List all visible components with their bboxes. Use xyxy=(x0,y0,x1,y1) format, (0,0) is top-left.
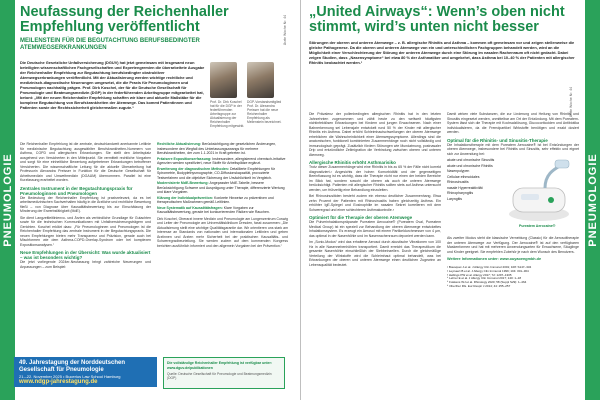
reference-list xyxy=(447,266,579,289)
indication-list xyxy=(447,158,501,232)
list-item: Rhinosinusitis xyxy=(447,180,469,184)
body-paragraph: Im „Sonic-Modus“ wird das erhaltene Aerosol durch akustische Vibrationen von 100 Hz in alle Nasennebenhöhlen transportiert. Damit erreicht das Therapeutikum die gesamte Nasenhöhle einschließlich der Siebbeinzellen. Durch die gleichmäßige Verteilung der Wirkstoffe wird die Schleimhaut optimal behandelt, was bei Erkrankungen der oberen und unteren Atemwege einen deutlichen Zugewinn an Lebensqualität bedeutet. xyxy=(309,240,441,267)
column-1 xyxy=(309,112,441,398)
article-columns xyxy=(20,142,288,354)
banner-link[interactable]: www.ndgp-jahrestagung.de xyxy=(19,378,98,385)
body-paragraph: Damit wirken viele Substanzen, die zur Linderung und Heilung von Rhinitis und Sinusitis eingesetzt werden, unmittelbar am Ort der Entzündung. Mit dem Pureatem-System lässt sich die Therapie mit Kochsalzlösung, Glucocorticoiden und Antibiotika individualisieren, da die Fremdpartikel Wirkstoffe benötigen und exakt dosiert werden. xyxy=(447,112,579,134)
reference-item: ¹ Bousquet J et al. J Allergy Clin Immunol 2001; 108: S147–334 xyxy=(447,265,532,269)
list-item: akute und chronische Sinusitis xyxy=(447,158,495,162)
body-paragraph: Die Reichenhaller Empfehlung ist die zentrale, deutschlandweit anerkannte Leitlinie für medizinische Begutachtung ausgewählter Berufskrankheiten-Nummern von Asthma, COPD und allergischen Erkrankungen. Sie stellt den Arbeitsplatz ausgehend von Versicherten in den Mittelpunkt. Sie vermittelt rechtliche Vorgaben und sorgt für eine einheitliche Bewertung aufgetretener Erkrankungen betroffener Versicherten. Die wissenschaftliche Leitung für die aktuelle Überarbeitung hat Professorin Alexandra Preisser in Funktion für die Deutsche Gesellschaft für Arbeitsmedizin und Umweltmedizin (DGAUM) übernommen. Parallel ist eine Kurzfassung erarbeitet worden. xyxy=(20,142,151,182)
section-sidebar xyxy=(585,0,600,400)
list-item: Modernisierte MdE-Bewertung: Angepasster MdE-Tabelle, bessere Berücksichtigung Schwere und Ausprägung unter Therapie, differenzierte Wertung und klare Vorgaben. xyxy=(157,181,285,194)
photo-caption: DGP-Vorstandsmitglied Prof. Dr. Alexandra Preisser hat die neue Reichenhaller Empfehlung als Meilenstein bezeichnet. xyxy=(247,100,282,124)
section-heading: Optimiert für die Therapie der oberen Atemwege xyxy=(309,215,413,220)
folio: Ärzte Woche Nr. 44 xyxy=(569,86,574,118)
body-paragraph: Als zweiter Modus steht die klassische Verneblung (Classic) für die Aerosoltherapie der unteren Atemwege zur Verfügung. Der Aerocaine® ist auf den verfügbaren Maskenformen und hat mit mehreren Anwendungsarten für Erwachsene, Säuglinge und Kinder geeignet. Sie empfehlen Zubehör je nach dem Wunsch des Benutzers. xyxy=(447,236,579,254)
device-image xyxy=(501,158,579,232)
body-paragraph: Die Bedeutung der Reichenhaller Empfehlung ist praxisrelevant, da es bei arbeitsmedizinischen Sachverhalten häufig in die Ärztliche und rechtliche Bewertung fließt – von Diagnose über Kausalitätsbewertung bis zur Einschätzung der Minderung der Erwerbsfähigkeit (MdE). xyxy=(20,195,151,213)
info-box-link[interactable]: www.dguv.de/publikationen xyxy=(167,365,213,370)
column-2 xyxy=(157,142,288,354)
info-box-title: Die vollständige Reichenhaller Empfehlung ist verfügbar unter: xyxy=(167,361,273,365)
reference-item: ⁶ Oberfrier RG. Eur Respir J 2014; 44: 255–257 xyxy=(447,283,511,288)
congress-banner[interactable] xyxy=(14,357,157,387)
column-1 xyxy=(20,142,151,354)
list-item: Cellulae ethmoidales xyxy=(447,174,480,179)
body-paragraph: Dirk Koschel, Oberarzt innere Medizin und Pneumologie am Lungenzentrum Coswig und Leiter der Pneumologie am Universitätsklinikum Dresden, fasst zusammen: „Die Aktualisierung stellt eine wichtige Qualitätsgarantie dar. Wir orientieren uns stark am Interesse an Standards von nationalen und internationalen Leitlinien und geben Ärztinnen und Ärzten mehr Sicherheit bei der praktischen Kausalitäts- und Schweregradbeurteilung. Sie werden zudem auf dem kommenden Kongress berichten ausführlich informiert und den allgemein Vorgaben bei der Prävention.“ xyxy=(157,216,288,248)
list-item: Nasenpolypen xyxy=(447,169,470,173)
reference-item: ³ Hellings PW et al. Allergy 2017; 72: 1297–1305 xyxy=(447,272,512,277)
section-heading: Zentrales Instrument in der Begutachtungspraxis für Pneumologinnen und Pneumologen xyxy=(20,185,133,196)
info-box xyxy=(163,357,285,389)
update-list xyxy=(157,142,288,215)
reference-item: ⁴ Lehrer E et al. J Allergy Clin Immunol 2017; 140: 1–18 xyxy=(447,276,521,281)
nebulizer-image xyxy=(501,158,577,224)
indication-block xyxy=(447,158,579,232)
section-heading: Optimal für die Rhinitis- und Sinusitis-Therapie xyxy=(447,137,548,143)
list-item: Neue Systematik auf Kausalitätsfragen: Klare Vorgaben zur Kausalitätsbewertung, gerade bei konkurrierenden Risiken wie Rauchen. xyxy=(157,205,270,214)
article-columns xyxy=(309,112,579,398)
list-item: nasale Hyperreaktivität xyxy=(447,185,483,190)
article-lead: Störungen der oberen und unteren Atemwege – z. B. allergische Rhinitis und Asthma – kommen oft gemeinsam vor und zeigen stellenweise die gleiche Pathogenese. Da die oberen und unteren Atemwege von ein und unterschiedlichen Fachgruppen behandelt werden, wird an die Möglichkeit einer Verschlechterung der Störung der unteren Atemwege durch eine Störung im nasalen Rachenraum oft nicht gedacht. Dabei zeigen Studien, dass „Nasensymptome“ bei etwa 80 % der Asthmatiker und umgekehrt, dass Asthma bei 10–40 % der Patienten mit allergischer Rhinitis beobachtet werden.¹ xyxy=(309,40,575,65)
image-caption: Pureatem Aerocaine® xyxy=(519,224,556,228)
body-paragraph: Die Inhalationstherapie mit dem Pureatem Aerocaine® ist bei Entzündungen der oberen Atemwege, insbesondere bei Rhinitis und Sinusitis, sehr effektiv und eignet sich zur Anwendung bei: xyxy=(447,142,579,156)
banner-title: 49. Jahrestagung der Norddeutschen Gesellschaft für Pneumologie xyxy=(19,360,126,373)
more-info-link[interactable]: Weitere Informationen unter: www.ouyaoengmbh.de xyxy=(447,257,542,261)
body-paragraph: Bei Rhinosinusitiden besteht zudem ein ebenso deutlicher Zusammenhang. Etwa zehn Prozent der Patienten mit Rhinosinusitis haben gleichzeitig Asthma. Ein erhöhter IgE-Spiegel und Eosinophilie im nasalen Sekret korrelieren mit dem Schweregrad und einer schlechteren Asthmakontrolle.³ xyxy=(309,194,441,212)
body-paragraph: Trotz dieser Zusammenhänge wird eine Rhinitis in bis zu 65 % der Fälle nicht korrekt diagnostiziert.² Angesichts der hohen Komorbidität und der gegenseitigen Beeinflussung ist es wichtig, dass die Therapie nicht nur einen der beiden Bereiche im Blick hat, sondern sowohl die oberen als auch die unteren Atemwege berücksichtigt. Patienten mit allergischer Rhinitis sollten stets auf Asthma untersucht werden, um frühzeitig eine Behandlung einzuleiten. xyxy=(309,165,441,192)
body-paragraph: Die Pulverinhalationspräparate Pureatem Aerocaine® (Pureatem Oval, Pureatem Medical Group) ist ein speziell zur Behandlung der oberen Atemwege entwickeltes Inhalationssystem. Es erzeugt ein Aerosol mit einem Partikeldurchmesser von 4 µm, das optimal in der Nasenhöhle und im Nasenrachenraum deponiert werden kann. xyxy=(309,220,441,238)
banner-date: 21.–22. November 2025 • Bucerius Law School Hamburg xyxy=(19,373,121,379)
portrait-koschel xyxy=(210,62,237,98)
section-sidebar xyxy=(0,0,15,400)
folio: Ärzte Woche Nr. 44 xyxy=(283,14,288,46)
section-heading: Allergische Rhinitis erhöht Asthmarisiko xyxy=(309,160,396,165)
photo-caption: Prof. Dr. Dirk Koschel hat für die DGP in der federführenden Arbeitsgruppe zur Aktualisierung der Reichenhaller Empfehlung mitgewirkt. xyxy=(210,100,245,128)
article-lead: Die Deutsche Gesetzliche Unfallversicherung (DGUV) hat jetzt gemeinsam mit insgesamt neun beteiligten wissenschaftlichen Fachgesellschaften und Expertengremien die überarbeitete Ausgabe der Reichenhaller Empfehlung zur Begutachtung berufsbedingter obstruktiver Atemwegserkrankungen veröffentlicht. Mit der Aktualisierung werden wichtige rechtliche und medizinisch-diagnostische Neuerungen umgesetzt, die die Praxis für Pneumologinnen und Pneumologen nachhaltig prägen. Prof. Dirk Koschel, der für die Deutsche Gesellschaft für Pneumologie und Beatmungsmedizin (DGP) in der federführenden Arbeitsgruppe mitgearbeitet hat, betont: „Mit der neuen Reichenhaller Empfehlung schaffen wir klare und aktuelle Maßstäbe für die komplexe Begutachtung von Berufskrankheiten der Atemwege. Das kommt Patientinnen und Patienten sowie der Rechtssicherheit gleichermaßen zugute.“ xyxy=(20,60,205,110)
list-item: akute und chronische Rhinitis xyxy=(447,163,493,168)
list-item: Laryngitis xyxy=(447,196,462,201)
article-subtitle: MEILENSTEIN FÜR DIE BEGUTACHTUNG BERUFSBEDINGTER ATEMWEGSERKRANKUNGEN xyxy=(20,38,200,51)
reference-item: ⁵ Fokkens WJ et al. Rhinology 2020; 58 (Suppl S29): 1–464 xyxy=(447,280,527,285)
body-paragraph: Die Prävalenz der pollenbedingten allergischen Rhinitis hat in den letzten Jahrzehnten zugenommen und zählt heute zu den weltweit häufigsten nichtinfektiösen Erkrankungen bei Kindern und jungen Erwachsenen. Nach einer Bahnerkennung sei Lebensjahr entwickelt rund 50 % der Kinder mit allergischer Rhinitis ein Asthma. Dabei erhöht Schleimhautschwellungen der oberen Atemwege erheblichen die Wahrscheinlichkeit einer Atemwegssymptome. Allerdings sind die anatomischen, funktionell kombinierten Zusammenhänge noch nicht vollständig und immunologisch geprägt. Zusätzlich fördern Störungen wie Mundatmung, postnasaler Drip und entzündliche Zellmigration die Verbindung zwischen oberen und unteren Atemweg. xyxy=(309,112,441,157)
article-title: „United Airways“: Wenn’s oben nicht stimmt, wird’s unten nicht besser xyxy=(309,4,565,35)
info-box-source: Quelle: Deutsche Gesellschaft für Pneumologie und Beatmungsmedizin (DGP) xyxy=(167,372,272,380)
article-title: Neufassung der Reichenhaller Empfehlung veröffentlicht xyxy=(20,4,229,35)
list-item: Präzisere Expositionserfassung: Insbesondere, allergisierend chemisch-irritative Agenzien werden spezifiziert, neue Stoffe für Arbeitsplätze ergänzt. xyxy=(157,156,286,165)
section-heading: Neue Empfehlungen in der Übersicht: Was wurde aktualisiert – was ist besonders wichtig? xyxy=(20,250,151,260)
portrait-preisser xyxy=(247,62,274,98)
list-item: Rechtliche Aktualisierung: Berücksichtigung der gesetzlichen Änderungen, insbesondere den Wegfall des Unterlassungszwangs für mehrere Berufskrankheiten, der zum 1.1.2021 in Kraft getreten ist. xyxy=(157,142,277,155)
column-2 xyxy=(447,112,579,398)
list-item: Rhinopharyngitis xyxy=(447,191,474,195)
section-label: PNEUMOLOGIE xyxy=(586,153,599,247)
section-label: PNEUMOLOGIE xyxy=(1,153,14,247)
body-paragraph: Die jetzt vorliegende 2024er-Neufassung bringt zahlreiche Neuerungen und Anpassungen – zum Beispiel: xyxy=(20,260,151,269)
right-page xyxy=(301,0,600,400)
body-paragraph: Sie dient Langzeitleitlinienvo- und Ärzten als verbindliche Grundlage für Gutachten sowie für die technischen Kommunikationen mit Unfallversicherungsträgern und Gerichten. Koschel erklärt dazu: „Für Pneumologinnen und Pneumologen ist die Reichenhaller Empfehlung das zentrale Instrument in der Begutachtungspraxis. Die neuen Empfehlungen bieten mehr Transparenz und Präzision, gerade auch bei Mischformen wie dem Asthma-COPD-Overlap-Syndrom oder bei komplexen Expositionsanalysen.“ xyxy=(20,215,151,247)
reference-item: ² Leynaert B et al. J Allergy Clin Immunol 1999; 104: 301–304 xyxy=(447,268,529,273)
list-item: Klärung der Individualprävention: Konkrete Hinweise zu präventiven und therapeutischen Maßnahmen gemäß Leitlinien. xyxy=(157,195,274,204)
list-item: Erweiterung der diagnostischen Methoden: Detaillierte Empfehlungen für Spirometrie, Bodyplethysmographie, CO-Diffusionskapazität, provozierte Testverfahren und die objektive Sicherung der Ursächlichkeit im Vergleich. xyxy=(157,166,276,180)
